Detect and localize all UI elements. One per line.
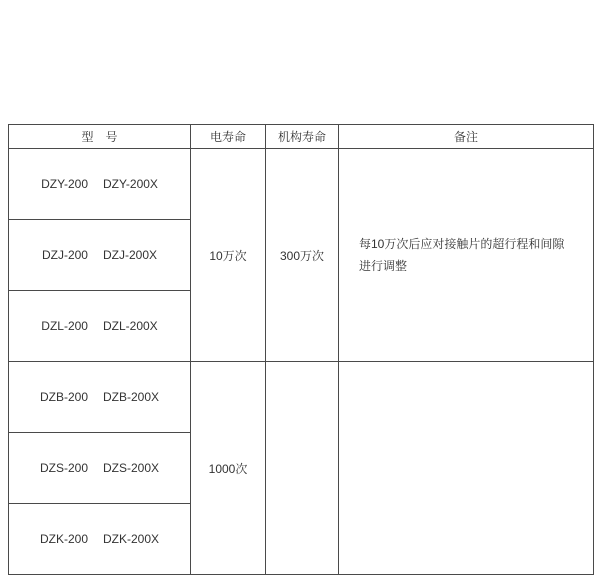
- model-name-x: DZB-200X: [103, 390, 160, 404]
- remarks-cell: [339, 362, 594, 575]
- model-pair: [9, 390, 190, 404]
- table-row: [9, 362, 594, 433]
- model-cell: [9, 504, 191, 575]
- model-name: DZJ-200: [41, 248, 88, 262]
- mechanical-life-cell: 300万次: [266, 149, 339, 362]
- model-name-x: DZY-200X: [103, 177, 158, 191]
- model-cell: [9, 291, 191, 362]
- model-name: DZK-200: [39, 532, 88, 546]
- header-electrical-life: 电寿命: [191, 125, 266, 149]
- model-name: DZY-200: [41, 177, 88, 191]
- header-remarks: 备注: [339, 125, 594, 149]
- header-mechanical-life: 机构寿命: [266, 125, 339, 149]
- model-cell: [9, 220, 191, 291]
- model-pair: [9, 319, 190, 333]
- model-pair: [9, 248, 190, 262]
- model-pair: [9, 177, 190, 191]
- table-row: [9, 149, 594, 220]
- spec-table: [8, 124, 594, 575]
- mechanical-life-cell: [266, 362, 339, 575]
- model-name: DZS-200: [39, 461, 88, 475]
- model-name-x: DZS-200X: [103, 461, 160, 475]
- model-pair: [9, 461, 190, 475]
- model-name-x: DZK-200X: [103, 532, 160, 546]
- remarks-line-2: 进行调整: [359, 259, 408, 273]
- model-name: DZL-200: [41, 319, 88, 333]
- header-model: 型 号: [9, 125, 191, 149]
- model-cell: [9, 433, 191, 504]
- model-pair: [9, 532, 190, 546]
- electrical-life-cell: 1000次: [191, 362, 266, 575]
- model-cell: [9, 362, 191, 433]
- model-name-x: DZJ-200X: [102, 248, 158, 262]
- model-cell: [9, 149, 191, 220]
- model-name-x: DZL-200X: [102, 319, 158, 333]
- model-name: DZB-200: [39, 390, 88, 404]
- table-header-row: [9, 125, 594, 149]
- remarks-line-1: 每10万次后应对接触片的超行程和间隙: [359, 237, 565, 251]
- remarks-cell: [339, 149, 594, 362]
- electrical-life-cell: 10万次: [191, 149, 266, 362]
